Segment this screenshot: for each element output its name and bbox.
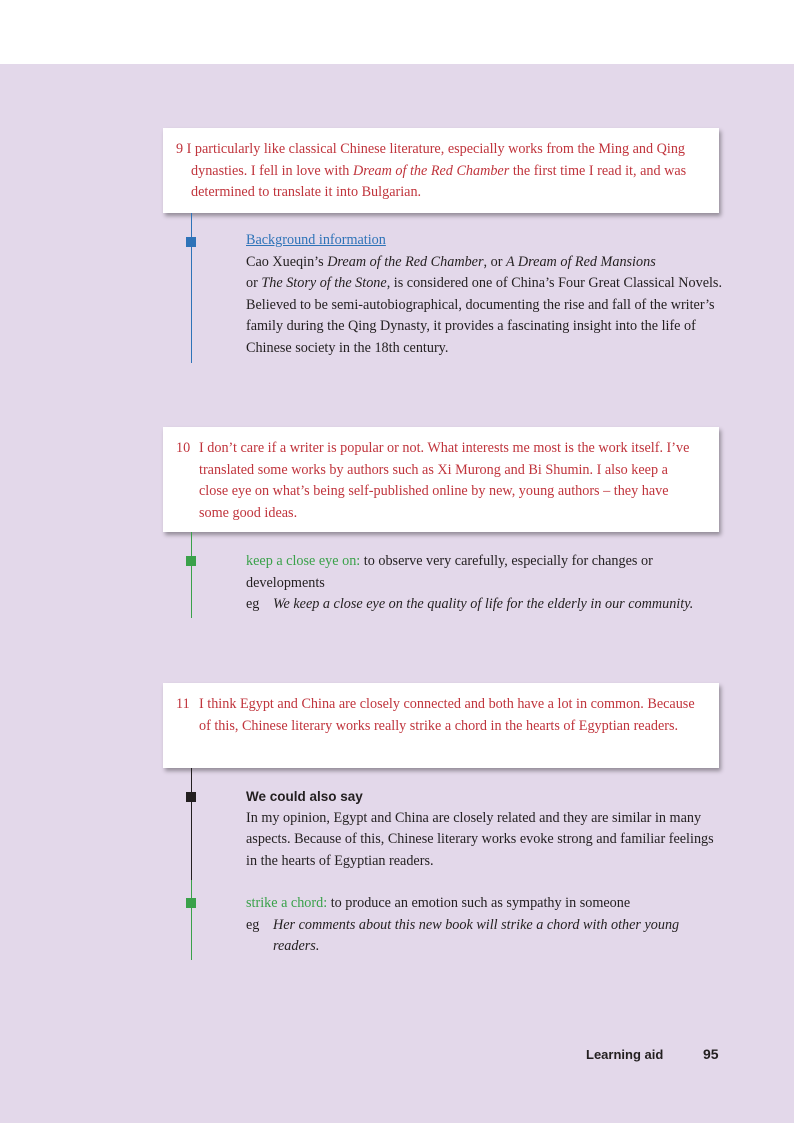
- vocab1-definition: keep a close eye on: to observe very carefully, especially for changes or developments: [246, 553, 653, 591]
- quote-box-11: [163, 683, 719, 768]
- background-marker: [186, 237, 196, 247]
- vocab1-example-row: [246, 594, 716, 616]
- footer-label: Learning aid: [586, 1047, 664, 1062]
- quote-text-10: I don’t care if a writer is popular or not. What interests me most is the work itself. I’ve translated some works by authors such as Xi Murong and Bi Shumin. I also keep a close eye on what’s being self-published online by new, young authors – they have some good ideas.: [199, 440, 690, 521]
- could-say-title: We could also say: [246, 789, 363, 804]
- quote-text-9: 9 I particularly like classical Chinese literature, especially works from the Ming and Qing dynasties. I fell in love with Dream of the Red Chamber the first time I read it, and was determined to translate it into Bulgarian.: [176, 141, 687, 200]
- vocab2-term: strike a chord:: [246, 895, 328, 911]
- quote-text-11: I think Egypt and China are closely connected and both have a lot in common. Because of this, Chinese literary works really strike a chord in the hearts of Egyptian readers.: [199, 696, 695, 734]
- vocab1-line: [191, 532, 192, 618]
- quote-number-11: 11: [176, 696, 190, 712]
- quote-box-9: [163, 128, 719, 213]
- quote-box-10: [163, 427, 719, 532]
- vocab1-example: We keep a close eye on the quality of life for the elderly in our community.: [273, 596, 694, 612]
- could-say-text: In my opinion, Egypt and China are closely related and they are similar in many aspects. Because of this, Chinese literary works evoke strong and familiar feelings in the hearts of Egyptian readers.: [246, 809, 714, 869]
- vocab1-marker: [186, 556, 196, 566]
- page-number: 95: [703, 1046, 719, 1062]
- vocab2-marker: [186, 898, 196, 908]
- vocab1-eg-label: eg: [246, 596, 260, 612]
- quote-number-10: 10: [176, 440, 191, 456]
- vocab1-term: keep a close eye on:: [246, 553, 361, 569]
- vocab2-example-row: [246, 915, 696, 958]
- vocab2-example: Her comments about this new book will strike a chord with other young readers.: [273, 916, 680, 954]
- vocab2: [246, 893, 696, 958]
- quote-number-9: 9: [176, 141, 184, 157]
- vocab2-eg-label: eg: [246, 916, 260, 933]
- could-say-marker: [186, 792, 196, 802]
- could-say: [246, 786, 726, 872]
- background-info: [246, 230, 726, 359]
- could-say-line: [191, 768, 192, 880]
- vocab2-definition: strike a chord: to produce an emotion such as sympathy in someone: [246, 895, 631, 911]
- background-line: [191, 213, 192, 363]
- vocab1: [246, 551, 716, 616]
- background-title: Background information: [246, 232, 386, 248]
- background-text: Cao Xueqin’s Dream of the Red Chamber, or A Dream of Red Mansions or The Story of the Stone, is considered one of China’s Four Great Classical Novels. Believed to be semi-autobiographical, documenting the rise and fall of the writer’s family during the Qing Dynasty, it provides a fascinating insight into the life of Chinese society in the 18th century.: [246, 253, 722, 356]
- vocab2-line: [191, 880, 192, 960]
